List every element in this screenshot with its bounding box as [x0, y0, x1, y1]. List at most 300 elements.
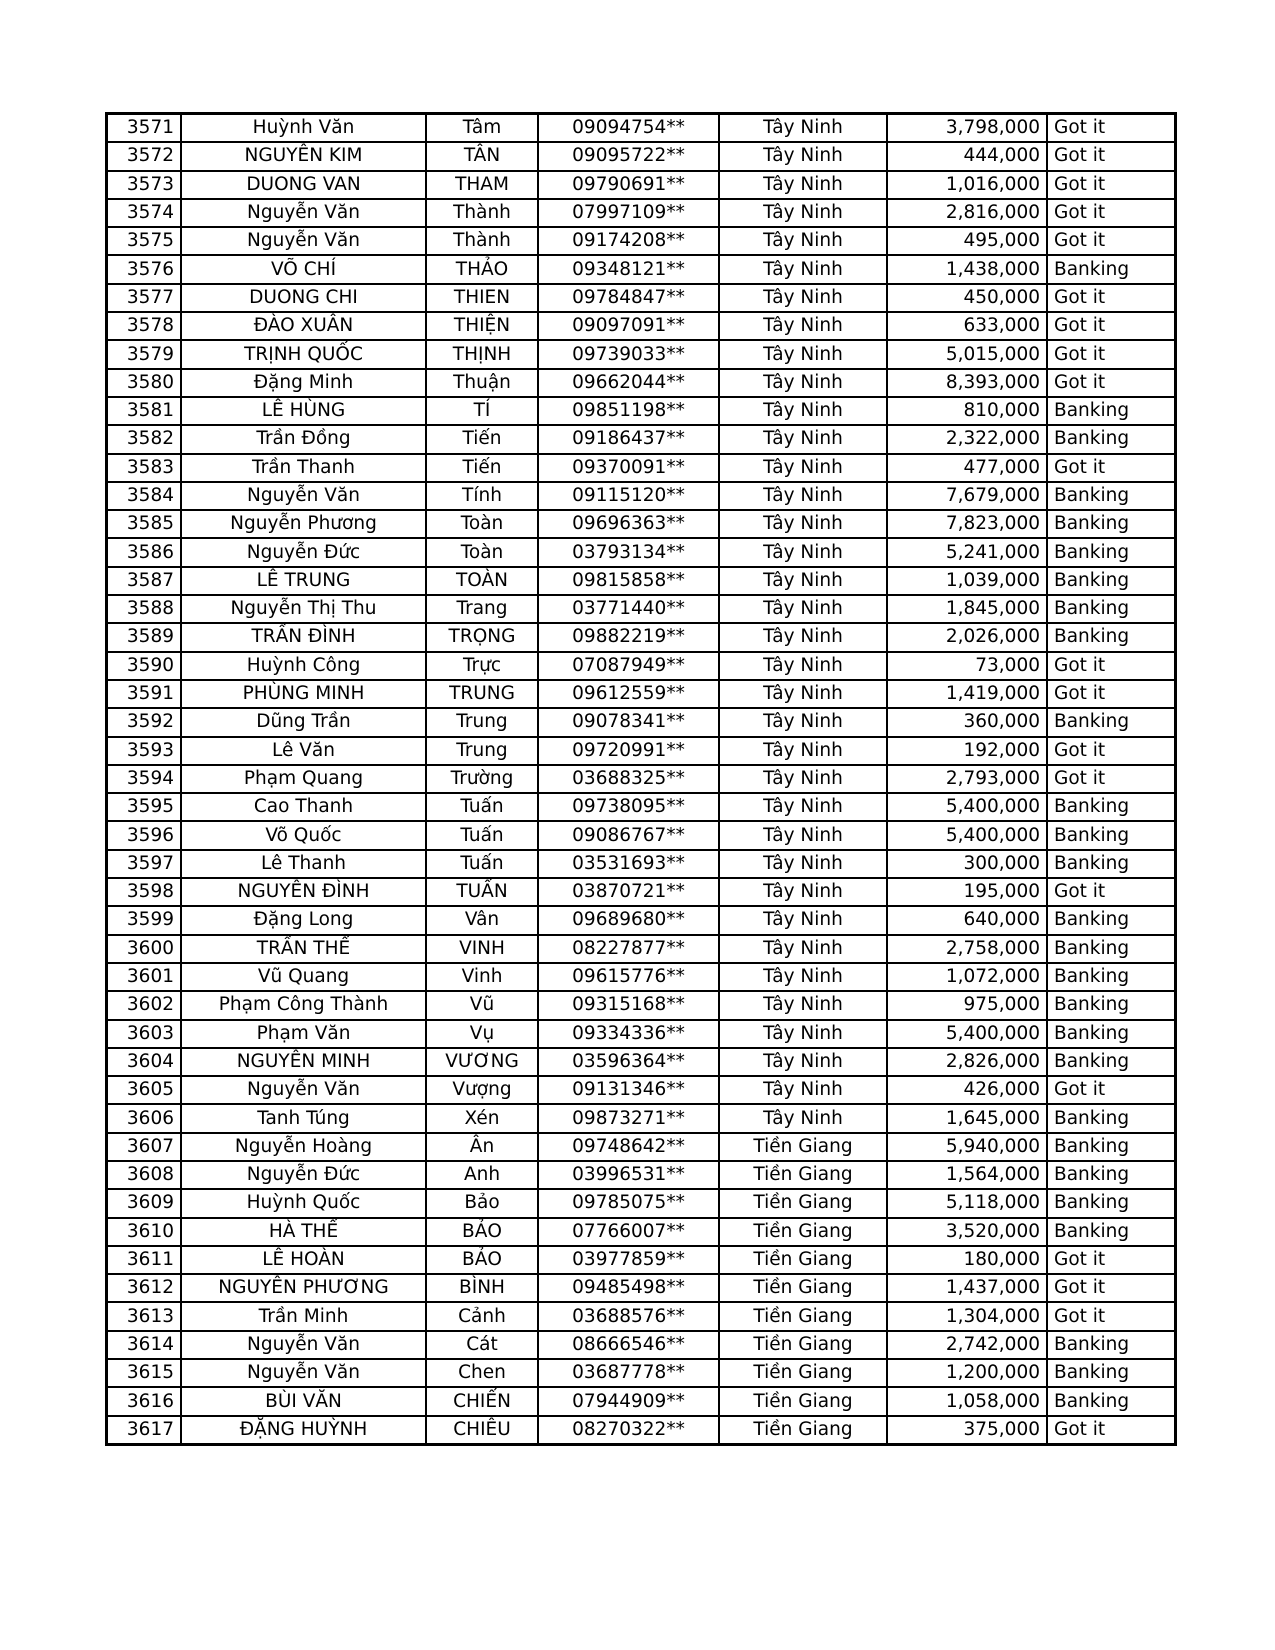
last-name-cell: LÊ HOÀN — [181, 1246, 426, 1274]
payment-method-cell: Banking — [1047, 963, 1176, 991]
phone-number-cell: 03596364** — [538, 1048, 719, 1076]
phone-number-cell: 08666546** — [538, 1331, 719, 1359]
last-name-cell: Đặng Minh — [181, 369, 426, 397]
province-cell: Tây Ninh — [719, 255, 887, 283]
amount-cell: 426,000 — [887, 1076, 1047, 1104]
province-cell: Tây Ninh — [719, 623, 887, 651]
first-name-cell: Vũ — [426, 991, 538, 1019]
payment-method-cell: Banking — [1047, 1048, 1176, 1076]
row-number-cell: 3607 — [107, 1133, 182, 1161]
phone-number-cell: 09115120** — [538, 482, 719, 510]
amount-cell: 3,520,000 — [887, 1218, 1047, 1246]
last-name-cell: Nguyễn Thị Thu — [181, 595, 426, 623]
last-name-cell: NGUYỄN PHƯƠNG — [181, 1274, 426, 1302]
first-name-cell: TÍ — [426, 397, 538, 425]
table-row — [107, 935, 1176, 963]
row-number-cell: 3581 — [107, 397, 182, 425]
first-name-cell: BẢO — [426, 1246, 538, 1274]
last-name-cell: TRẦN THẾ — [181, 935, 426, 963]
province-cell: Tây Ninh — [719, 935, 887, 963]
phone-number-cell: 09186437** — [538, 425, 719, 453]
row-number-cell: 3608 — [107, 1161, 182, 1189]
last-name-cell: Tanh Túng — [181, 1104, 426, 1132]
province-cell: Tây Ninh — [719, 510, 887, 538]
phone-number-cell: 09174208** — [538, 227, 719, 255]
first-name-cell: TRUNG — [426, 680, 538, 708]
row-number-cell: 3604 — [107, 1048, 182, 1076]
payment-method-cell: Banking — [1047, 1387, 1176, 1415]
row-number-cell: 3572 — [107, 142, 182, 170]
payment-method-cell: Got it — [1047, 171, 1176, 199]
phone-number-cell: 09784847** — [538, 284, 719, 312]
table-row — [107, 652, 1176, 680]
first-name-cell: Tiến — [426, 425, 538, 453]
phone-number-cell: 03793134** — [538, 538, 719, 566]
table-row — [107, 708, 1176, 736]
last-name-cell: NGUYỄN ĐÌNH — [181, 878, 426, 906]
last-name-cell: Huỳnh Văn — [181, 114, 426, 143]
row-number-cell: 3580 — [107, 369, 182, 397]
last-name-cell: TRẦN ĐÌNH — [181, 623, 426, 651]
row-number-cell: 3600 — [107, 935, 182, 963]
table-row — [107, 425, 1176, 453]
payment-method-cell: Banking — [1047, 991, 1176, 1019]
row-number-cell: 3588 — [107, 595, 182, 623]
first-name-cell: THIỆN — [426, 312, 538, 340]
last-name-cell: LÊ TRUNG — [181, 567, 426, 595]
amount-cell: 1,437,000 — [887, 1274, 1047, 1302]
payment-method-cell: Banking — [1047, 1359, 1176, 1387]
first-name-cell: THAM — [426, 171, 538, 199]
payment-method-cell: Banking — [1047, 935, 1176, 963]
amount-cell: 5,118,000 — [887, 1189, 1047, 1217]
row-number-cell: 3609 — [107, 1189, 182, 1217]
table-row — [107, 963, 1176, 991]
first-name-cell: Anh — [426, 1161, 538, 1189]
payment-method-cell: Banking — [1047, 1218, 1176, 1246]
amount-cell: 375,000 — [887, 1416, 1047, 1445]
payment-method-cell: Banking — [1047, 482, 1176, 510]
last-name-cell: Nguyễn Văn — [181, 1331, 426, 1359]
table-row — [107, 142, 1176, 170]
last-name-cell: NGUYỄN KIM — [181, 142, 426, 170]
payment-method-cell: Banking — [1047, 425, 1176, 453]
province-cell: Tây Ninh — [719, 369, 887, 397]
phone-number-cell: 09086767** — [538, 821, 719, 849]
province-cell: Tây Ninh — [719, 991, 887, 1019]
payment-method-cell: Banking — [1047, 1133, 1176, 1161]
payment-method-cell: Got it — [1047, 114, 1176, 143]
province-cell: Tây Ninh — [719, 1104, 887, 1132]
phone-number-cell: 09097091** — [538, 312, 719, 340]
province-cell: Tiền Giang — [719, 1331, 887, 1359]
table-row — [107, 595, 1176, 623]
row-number-cell: 3602 — [107, 991, 182, 1019]
table-row — [107, 1218, 1176, 1246]
phone-number-cell: 09815858** — [538, 567, 719, 595]
amount-cell: 1,016,000 — [887, 171, 1047, 199]
province-cell: Tây Ninh — [719, 171, 887, 199]
row-number-cell: 3574 — [107, 199, 182, 227]
phone-number-cell: 08227877** — [538, 935, 719, 963]
province-cell: Tiền Giang — [719, 1416, 887, 1445]
table-row — [107, 1416, 1176, 1445]
payment-method-cell: Got it — [1047, 142, 1176, 170]
phone-number-cell: 09696363** — [538, 510, 719, 538]
province-cell: Tây Ninh — [719, 1048, 887, 1076]
phone-number-cell: 09738095** — [538, 793, 719, 821]
phone-number-cell: 09662044** — [538, 369, 719, 397]
last-name-cell: PHÙNG MINH — [181, 680, 426, 708]
row-number-cell: 3591 — [107, 680, 182, 708]
last-name-cell: Nguyễn Văn — [181, 227, 426, 255]
phone-number-cell: 09348121** — [538, 255, 719, 283]
amount-cell: 1,645,000 — [887, 1104, 1047, 1132]
row-number-cell: 3611 — [107, 1246, 182, 1274]
amount-cell: 73,000 — [887, 652, 1047, 680]
last-name-cell: BÙI VĂN — [181, 1387, 426, 1415]
province-cell: Tây Ninh — [719, 425, 887, 453]
amount-cell: 1,564,000 — [887, 1161, 1047, 1189]
amount-cell: 1,845,000 — [887, 595, 1047, 623]
last-name-cell: Lê Văn — [181, 737, 426, 765]
payment-method-cell: Banking — [1047, 623, 1176, 651]
table-body — [107, 114, 1176, 1445]
payment-method-cell: Got it — [1047, 312, 1176, 340]
province-cell: Tây Ninh — [719, 765, 887, 793]
last-name-cell: Nguyễn Văn — [181, 1076, 426, 1104]
province-cell: Tây Ninh — [719, 906, 887, 934]
table-row — [107, 369, 1176, 397]
table-row — [107, 1076, 1176, 1104]
table-row — [107, 482, 1176, 510]
province-cell: Tây Ninh — [719, 142, 887, 170]
amount-cell: 2,758,000 — [887, 935, 1047, 963]
table-row — [107, 567, 1176, 595]
row-number-cell: 3589 — [107, 623, 182, 651]
last-name-cell: NGUYỄN MINH — [181, 1048, 426, 1076]
row-number-cell: 3575 — [107, 227, 182, 255]
first-name-cell: TRỌNG — [426, 623, 538, 651]
province-cell: Tây Ninh — [719, 454, 887, 482]
table-row — [107, 821, 1176, 849]
table-row — [107, 737, 1176, 765]
first-name-cell: Thuận — [426, 369, 538, 397]
payment-method-cell: Banking — [1047, 595, 1176, 623]
last-name-cell: Lê Thanh — [181, 850, 426, 878]
amount-cell: 640,000 — [887, 906, 1047, 934]
payment-method-cell: Got it — [1047, 652, 1176, 680]
payment-method-cell: Got it — [1047, 340, 1176, 368]
province-cell: Tây Ninh — [719, 284, 887, 312]
amount-cell: 8,393,000 — [887, 369, 1047, 397]
phone-number-cell: 03996531** — [538, 1161, 719, 1189]
phone-number-cell: 09315168** — [538, 991, 719, 1019]
amount-cell: 1,419,000 — [887, 680, 1047, 708]
phone-number-cell: 09720991** — [538, 737, 719, 765]
last-name-cell: DUONG CHI — [181, 284, 426, 312]
payment-method-cell: Got it — [1047, 1302, 1176, 1330]
first-name-cell: Trực — [426, 652, 538, 680]
first-name-cell: Tuấn — [426, 850, 538, 878]
amount-cell: 360,000 — [887, 708, 1047, 736]
row-number-cell: 3582 — [107, 425, 182, 453]
phone-number-cell: 09851198** — [538, 397, 719, 425]
phone-number-cell: 09785075** — [538, 1189, 719, 1217]
first-name-cell: Toàn — [426, 510, 538, 538]
row-number-cell: 3573 — [107, 171, 182, 199]
first-name-cell: Tuấn — [426, 821, 538, 849]
province-cell: Tây Ninh — [719, 850, 887, 878]
last-name-cell: Nguyễn Phương — [181, 510, 426, 538]
amount-cell: 2,322,000 — [887, 425, 1047, 453]
first-name-cell: Trường — [426, 765, 538, 793]
amount-cell: 5,400,000 — [887, 793, 1047, 821]
payment-method-cell: Banking — [1047, 708, 1176, 736]
amount-cell: 1,438,000 — [887, 255, 1047, 283]
row-number-cell: 3576 — [107, 255, 182, 283]
payment-method-cell: Got it — [1047, 765, 1176, 793]
amount-cell: 192,000 — [887, 737, 1047, 765]
first-name-cell: Vụ — [426, 1020, 538, 1048]
row-number-cell: 3593 — [107, 737, 182, 765]
last-name-cell: Cao Thanh — [181, 793, 426, 821]
first-name-cell: Thành — [426, 199, 538, 227]
province-cell: Tây Ninh — [719, 340, 887, 368]
last-name-cell: Vũ Quang — [181, 963, 426, 991]
province-cell: Tây Ninh — [719, 793, 887, 821]
recipients-table — [105, 112, 1177, 1446]
table-row — [107, 1020, 1176, 1048]
province-cell: Tiền Giang — [719, 1218, 887, 1246]
first-name-cell: Tính — [426, 482, 538, 510]
row-number-cell: 3603 — [107, 1020, 182, 1048]
first-name-cell: Trung — [426, 737, 538, 765]
amount-cell: 300,000 — [887, 850, 1047, 878]
amount-cell: 5,400,000 — [887, 1020, 1047, 1048]
last-name-cell: Phạm Quang — [181, 765, 426, 793]
row-number-cell: 3599 — [107, 906, 182, 934]
first-name-cell: THỊNH — [426, 340, 538, 368]
province-cell: Tây Ninh — [719, 227, 887, 255]
row-number-cell: 3595 — [107, 793, 182, 821]
payment-method-cell: Banking — [1047, 538, 1176, 566]
last-name-cell: Nguyễn Văn — [181, 1359, 426, 1387]
province-cell: Tiền Giang — [719, 1359, 887, 1387]
row-number-cell: 3586 — [107, 538, 182, 566]
first-name-cell: Tiến — [426, 454, 538, 482]
last-name-cell: Võ Quốc — [181, 821, 426, 849]
last-name-cell: Phạm Văn — [181, 1020, 426, 1048]
amount-cell: 2,742,000 — [887, 1331, 1047, 1359]
table-row — [107, 454, 1176, 482]
table-row — [107, 850, 1176, 878]
table-row — [107, 538, 1176, 566]
table-row — [107, 397, 1176, 425]
last-name-cell: Phạm Công Thành — [181, 991, 426, 1019]
phone-number-cell: 03870721** — [538, 878, 719, 906]
phone-number-cell: 07087949** — [538, 652, 719, 680]
row-number-cell: 3587 — [107, 567, 182, 595]
amount-cell: 3,798,000 — [887, 114, 1047, 143]
phone-number-cell: 09873271** — [538, 1104, 719, 1132]
table-row — [107, 1104, 1176, 1132]
last-name-cell: TRỊNH QUỐC — [181, 340, 426, 368]
phone-number-cell: 09882219** — [538, 623, 719, 651]
first-name-cell: TUẤN — [426, 878, 538, 906]
first-name-cell: THẢO — [426, 255, 538, 283]
province-cell: Tây Ninh — [719, 652, 887, 680]
province-cell: Tiền Giang — [719, 1387, 887, 1415]
province-cell: Tây Ninh — [719, 1076, 887, 1104]
table-row — [107, 765, 1176, 793]
row-number-cell: 3613 — [107, 1302, 182, 1330]
province-cell: Tây Ninh — [719, 482, 887, 510]
payment-method-cell: Got it — [1047, 227, 1176, 255]
table-row — [107, 284, 1176, 312]
payment-method-cell: Got it — [1047, 1274, 1176, 1302]
province-cell: Tiền Giang — [719, 1246, 887, 1274]
phone-number-cell: 03977859** — [538, 1246, 719, 1274]
amount-cell: 2,826,000 — [887, 1048, 1047, 1076]
province-cell: Tiền Giang — [719, 1302, 887, 1330]
row-number-cell: 3585 — [107, 510, 182, 538]
table-row — [107, 1274, 1176, 1302]
phone-number-cell: 09131346** — [538, 1076, 719, 1104]
payment-method-cell: Banking — [1047, 821, 1176, 849]
row-number-cell: 3605 — [107, 1076, 182, 1104]
last-name-cell: Trần Thanh — [181, 454, 426, 482]
first-name-cell: Tuấn — [426, 793, 538, 821]
table-row — [107, 1302, 1176, 1330]
last-name-cell: Huỳnh Công — [181, 652, 426, 680]
payment-method-cell: Banking — [1047, 567, 1176, 595]
table-row — [107, 255, 1176, 283]
amount-cell: 444,000 — [887, 142, 1047, 170]
table-row — [107, 1048, 1176, 1076]
amount-cell: 5,400,000 — [887, 821, 1047, 849]
row-number-cell: 3596 — [107, 821, 182, 849]
province-cell: Tây Ninh — [719, 567, 887, 595]
first-name-cell: TÂN — [426, 142, 538, 170]
province-cell: Tiền Giang — [719, 1161, 887, 1189]
province-cell: Tây Ninh — [719, 595, 887, 623]
payment-method-cell: Banking — [1047, 906, 1176, 934]
table-row — [107, 227, 1176, 255]
table-row — [107, 1359, 1176, 1387]
phone-number-cell: 07766007** — [538, 1218, 719, 1246]
table-row — [107, 1189, 1176, 1217]
last-name-cell: Nguyễn Đức — [181, 538, 426, 566]
first-name-cell: Toàn — [426, 538, 538, 566]
table-row — [107, 114, 1176, 143]
phone-number-cell: 09790691** — [538, 171, 719, 199]
payment-method-cell: Banking — [1047, 793, 1176, 821]
phone-number-cell: 03687778** — [538, 1359, 719, 1387]
phone-number-cell: 09689680** — [538, 906, 719, 934]
first-name-cell: Chen — [426, 1359, 538, 1387]
first-name-cell: Cảnh — [426, 1302, 538, 1330]
amount-cell: 495,000 — [887, 227, 1047, 255]
amount-cell: 633,000 — [887, 312, 1047, 340]
first-name-cell: VINH — [426, 935, 538, 963]
table-row — [107, 878, 1176, 906]
province-cell: Tây Ninh — [719, 878, 887, 906]
phone-number-cell: 09748642** — [538, 1133, 719, 1161]
row-number-cell: 3610 — [107, 1218, 182, 1246]
amount-cell: 477,000 — [887, 454, 1047, 482]
last-name-cell: DUONG VAN — [181, 171, 426, 199]
payment-method-cell: Got it — [1047, 1416, 1176, 1445]
last-name-cell: Huỳnh Quốc — [181, 1189, 426, 1217]
last-name-cell: Nguyễn Hoàng — [181, 1133, 426, 1161]
province-cell: Tiền Giang — [719, 1189, 887, 1217]
first-name-cell: Tâm — [426, 114, 538, 143]
table-row — [107, 1387, 1176, 1415]
table-row — [107, 1161, 1176, 1189]
amount-cell: 7,679,000 — [887, 482, 1047, 510]
province-cell: Tây Ninh — [719, 737, 887, 765]
last-name-cell: Trần Minh — [181, 1302, 426, 1330]
amount-cell: 5,241,000 — [887, 538, 1047, 566]
phone-number-cell: 03771440** — [538, 595, 719, 623]
phone-number-cell: 09615776** — [538, 963, 719, 991]
payment-method-cell: Got it — [1047, 680, 1176, 708]
first-name-cell: Bảo — [426, 1189, 538, 1217]
last-name-cell: VÕ CHÍ — [181, 255, 426, 283]
amount-cell: 195,000 — [887, 878, 1047, 906]
amount-cell: 5,940,000 — [887, 1133, 1047, 1161]
amount-cell: 7,823,000 — [887, 510, 1047, 538]
row-number-cell: 3606 — [107, 1104, 182, 1132]
amount-cell: 2,793,000 — [887, 765, 1047, 793]
first-name-cell: TOÀN — [426, 567, 538, 595]
province-cell: Tiền Giang — [719, 1274, 887, 1302]
row-number-cell: 3590 — [107, 652, 182, 680]
table-row — [107, 1246, 1176, 1274]
payment-method-cell: Got it — [1047, 737, 1176, 765]
first-name-cell: Trang — [426, 595, 538, 623]
payment-method-cell: Got it — [1047, 199, 1176, 227]
row-number-cell: 3578 — [107, 312, 182, 340]
table-row — [107, 1133, 1176, 1161]
first-name-cell: CHIÊU — [426, 1416, 538, 1445]
first-name-cell: Vượng — [426, 1076, 538, 1104]
province-cell: Tây Ninh — [719, 397, 887, 425]
table-row — [107, 199, 1176, 227]
province-cell: Tây Ninh — [719, 963, 887, 991]
row-number-cell: 3617 — [107, 1416, 182, 1445]
amount-cell: 1,200,000 — [887, 1359, 1047, 1387]
province-cell: Tây Ninh — [719, 114, 887, 143]
first-name-cell: Ân — [426, 1133, 538, 1161]
row-number-cell: 3601 — [107, 963, 182, 991]
row-number-cell: 3614 — [107, 1331, 182, 1359]
last-name-cell: Nguyễn Văn — [181, 482, 426, 510]
payment-method-cell: Banking — [1047, 510, 1176, 538]
table-row — [107, 793, 1176, 821]
province-cell: Tây Ninh — [719, 708, 887, 736]
row-number-cell: 3579 — [107, 340, 182, 368]
province-cell: Tây Ninh — [719, 199, 887, 227]
amount-cell: 810,000 — [887, 397, 1047, 425]
table-row — [107, 1331, 1176, 1359]
first-name-cell: Vân — [426, 906, 538, 934]
amount-cell: 180,000 — [887, 1246, 1047, 1274]
first-name-cell: BẢO — [426, 1218, 538, 1246]
payment-method-cell: Banking — [1047, 850, 1176, 878]
first-name-cell: BÌNH — [426, 1274, 538, 1302]
